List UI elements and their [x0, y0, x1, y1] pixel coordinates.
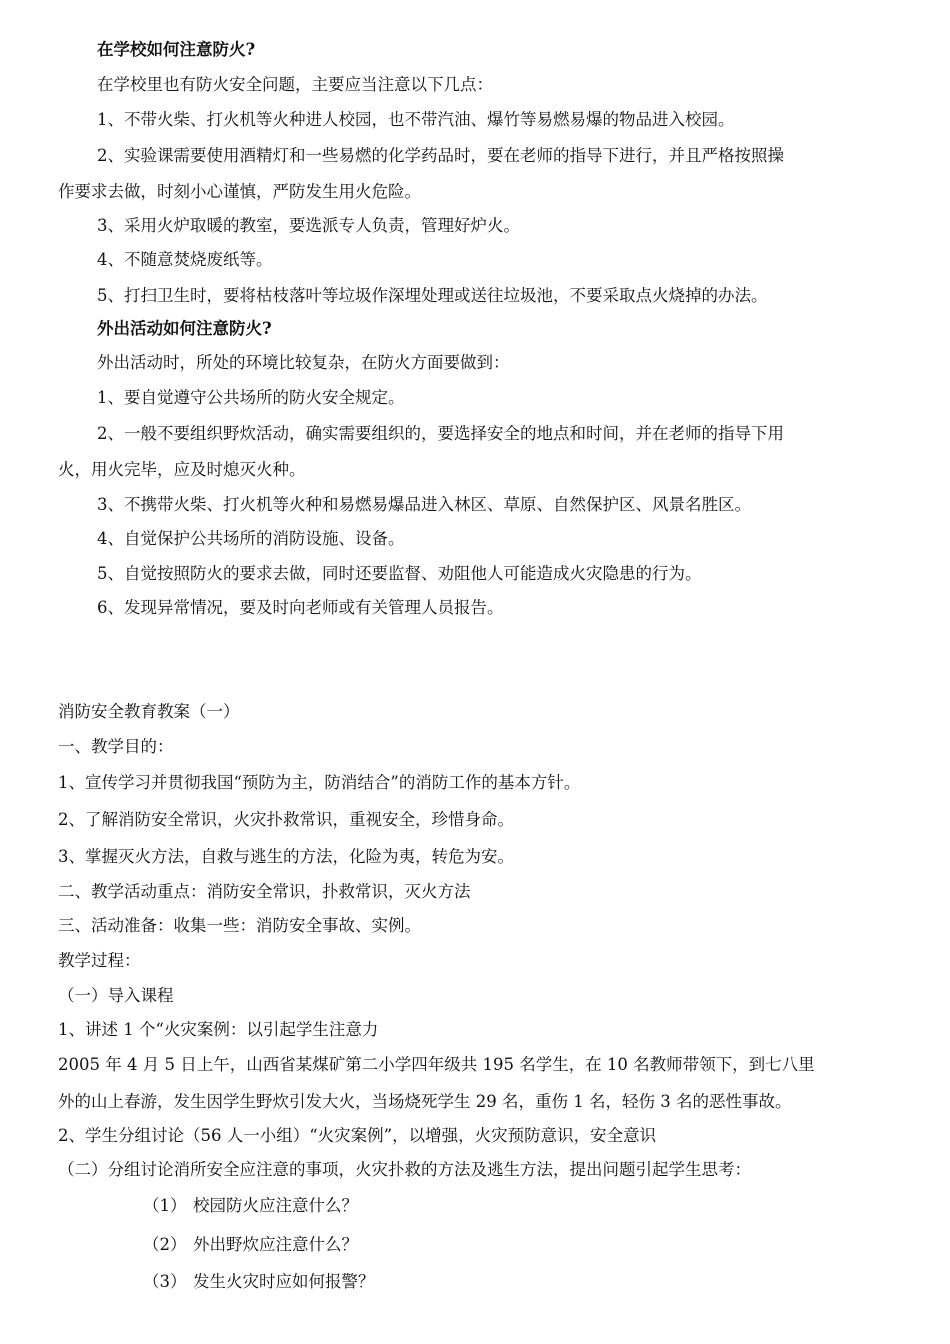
list-item: 2、了解消防安全常识，火灾扑救常识，重视安全，珍惜身命。 [58, 810, 514, 829]
question-text: 外出野炊应注意什么？ [193, 1235, 358, 1254]
list-item: 3、采用火炉取暖的教室，要选派专人负责，管理好炉火。 [97, 216, 520, 235]
paragraph: 在学校里也有防火安全问题，主要应当注意以下几点： [97, 75, 493, 94]
lesson-subheading: （一）导入课程 [58, 986, 174, 1005]
list-item: 5、自觉按照防火的要求去做，同时还要监督、劝阻他人可能造成火灾隐患的行为。 [97, 564, 702, 583]
question-number: （1） [143, 1196, 187, 1215]
list-item-continuation: 火，用火完毕，应及时熄灭火种。 [58, 460, 306, 479]
list-item-continuation: 作要求去做，时刻小心谨慎，严防发生用火危险。 [58, 182, 421, 201]
list-item: 3、不携带火柴、打火机等火种和易燃易爆品进入林区、草原、自然保护区、风景名胜区。 [97, 495, 751, 514]
section-heading-outdoor: 外出活动如何注意防火? [97, 319, 272, 338]
lesson-title: 消防安全教育教案（一） [58, 702, 240, 721]
lesson-section-heading: 教学过程： [58, 951, 141, 970]
list-item: 2、实验课需要使用酒精灯和一些易燃的化学药品时，要在老师的指导下进行，并且严格按照操 [97, 146, 784, 165]
lesson-section-heading: 三、活动准备：收集一些：消防安全事故、实例。 [58, 916, 421, 935]
question-text: 发生火灾时应如何报警？ [193, 1272, 375, 1291]
list-item: 1、不带火柴、打火机等火种进人校园，也不带汽油、爆竹等易燃易爆的物品进入校园。 [97, 110, 735, 129]
lesson-subheading: （二）分组讨论消所安全应注意的事项，火灾扑救的方法及逃生方法，提出问题引起学生思考： [58, 1160, 751, 1179]
list-item: 4、不随意焚烧废纸等。 [97, 250, 273, 269]
list-item: 6、发现异常情况，要及时向老师或有关管理人员报告。 [97, 598, 504, 617]
list-item: 2、学生分组讨论（56 人一小组）“火灾案例”，以增强，火灾预防意识，安全意识 [58, 1126, 657, 1145]
list-item: 3、掌握灭火方法，自救与逃生的方法，化险为夷，转危为安。 [58, 847, 514, 866]
list-item: 1、要自觉遵守公共场所的防火安全规定。 [97, 388, 405, 407]
question-text: 校园防火应注意什么？ [193, 1196, 358, 1215]
list-item: 5、打扫卫生时，要将枯枝落叶等垃圾作深埋处理或送往垃圾池，不要采取点火烧掉的办法。 [97, 286, 768, 305]
question-number: （3） [143, 1272, 187, 1291]
section-heading-school: 在学校如何注意防火? [97, 40, 256, 59]
paragraph: 外出活动时，所处的环境比较复杂，在防火方面要做到： [97, 353, 510, 372]
paragraph-continuation: 外的山上春游，发生因学生野炊引发大火，当场烧死学生 29 名，重伤 1 名，轻伤 3 名的恶性事故。 [58, 1092, 792, 1111]
question-number: （2） [143, 1235, 187, 1254]
lesson-section-heading: 一、教学目的： [58, 737, 174, 756]
lesson-section-heading: 二、教学活动重点：消防安全常识，扑救常识，灭火方法 [58, 882, 471, 901]
list-item: 2、一般不要组织野炊活动，确实需要组织的，要选择安全的地点和时间，并在老师的指导下用 [97, 424, 784, 443]
list-item: 1、宣传学习并贯彻我国“预防为主，防消结合”的消防工作的基本方针。 [58, 773, 581, 792]
paragraph: 2005 年 4 月 5 日上午，山西省某煤矿第二小学四年级共 195 名学生，在 10 名教师带领下，到七八里 [58, 1055, 815, 1074]
list-item: 1、讲述 1 个“火灾案例：以引起学生注意力 [58, 1020, 379, 1039]
list-item: 4、自觉保护公共场所的消防设施、设备。 [97, 529, 405, 548]
